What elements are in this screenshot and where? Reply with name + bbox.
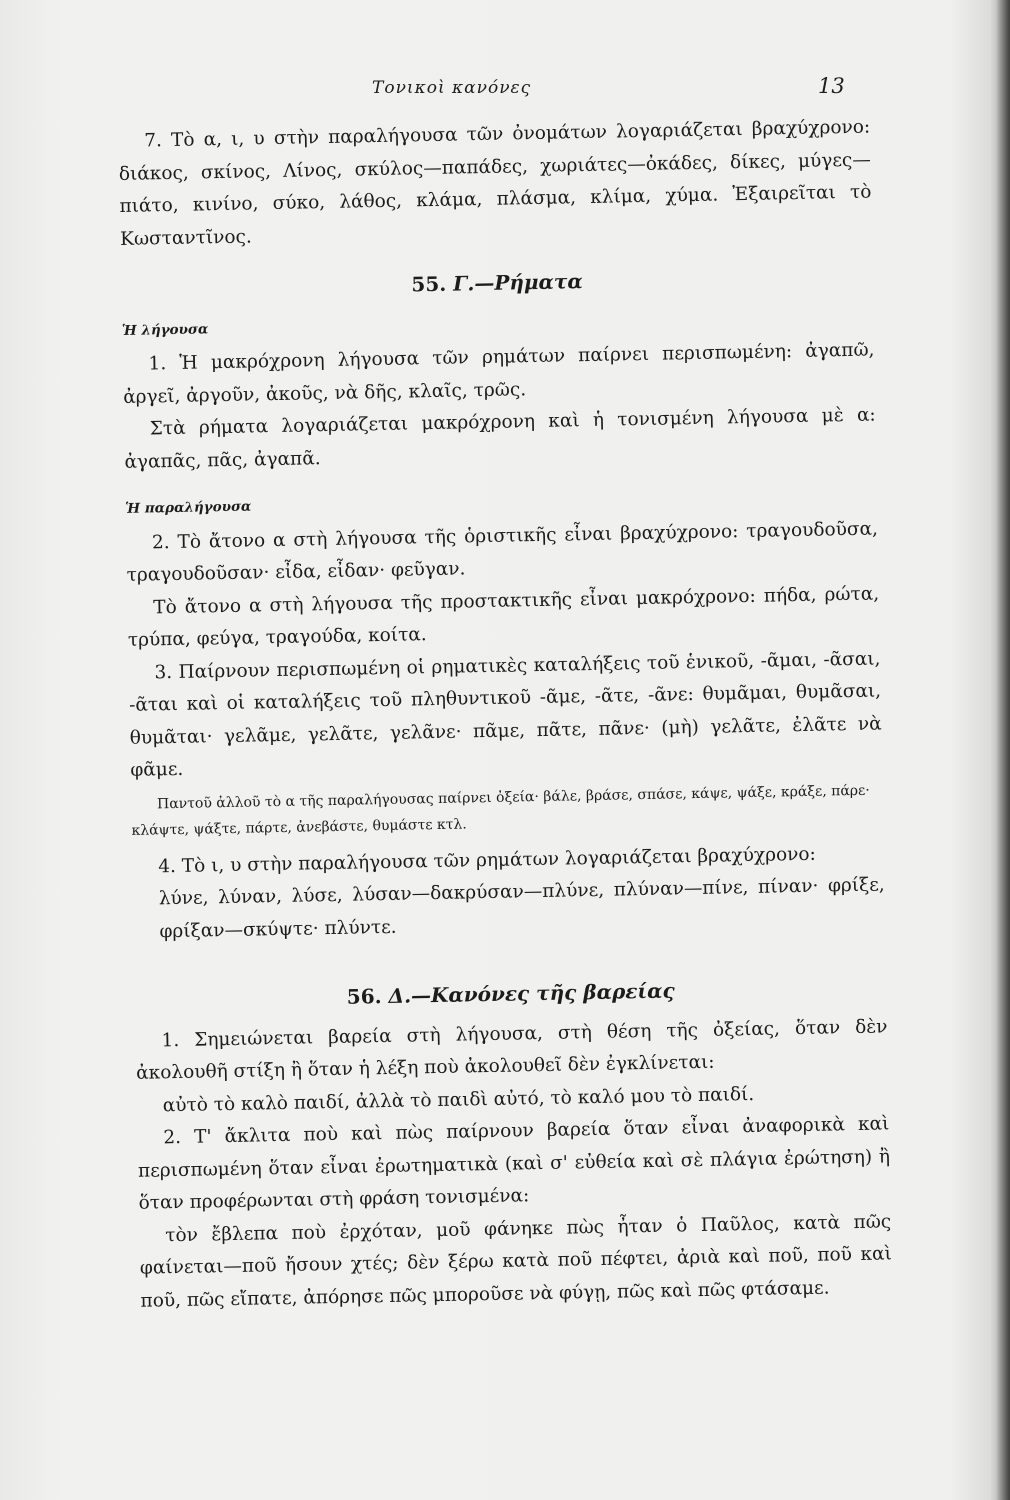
small-print-note: Παντοῦ ἀλλοῦ τὸ α τῆς παραλήγουσας παίρνει ὀξεία· βάλε, βράσε, σπάσε, κάψε, ψάξε, κράξε, πάρε· κλάψτε, ψάξτε, πάρτε, ἀνεβάστε, θυμάστε κτλ. (131, 782, 870, 839)
section-number: 55. (411, 271, 447, 297)
paragraph-56-rule-1-example: αὐτὸ τὸ καλὸ παιδί, ἀλλὰ τὸ παιδὶ αὐτό, τὸ καλό μου τὸ παιδί. (162, 1083, 755, 1116)
running-title: Τονικοὶ κανόνες (372, 78, 532, 98)
section-number: 56. (346, 984, 382, 1009)
subheading-ligousa: Ἡ λήγουσα (121, 320, 209, 339)
paragraph-56-rule-2-examples: τὸν ἔβλεπα ποὺ ἐρχόταν, μοῦ φάνηκε πὼς ἦταν ὁ Παῦλος, κατὰ πῶς φαίνεται—ποῦ ἤσουν χτές; δὲν ξέρω κατὰ ποῦ πέφτει, ἀριὰ καὶ ποῦ, ποῦ καὶ ποῦ, πῶς εἴπατε, ἀπόρησε πῶς μποροῦσε νὰ φύγῃ, πῶς καὶ πῶς φτάσαμε. (139, 1210, 892, 1312)
paragraph-55-rule-2: 2. Τὸ ἄτονο α στὴ λήγουσα τῆς ὁριστικῆς εἶναι βραχύχρονο: τραγουδοῦσα, τραγουδοῦσαν· εἶδα, εἶδαν· φεῦγαν. (126, 517, 879, 586)
section-heading-55 (121, 260, 873, 307)
page-number: 13 (818, 74, 845, 98)
subheading-paraligousa: Ἡ παραλήγουσα (125, 498, 252, 517)
paragraph-55-rule-1b: Στὰ ρήματα λογαριάζεται μακρόχρονη καὶ ἡ τονισμένη λήγουσα μὲ α: ἀγαπᾶς, πᾶς, ἀγαπᾶ. (124, 404, 876, 473)
section-title: Δ.—Κανόνες τῆς βαρείας (388, 978, 675, 1008)
paragraph-56-rule-1: 1. Σημειώνεται βαρεία στὴ λήγουσα, στὴ θέση τῆς ὀξείας, ὅταν δὲν ἀκολουθῆ στίξη ἢ ὅταν ἡ λέξη ποὺ ἀκολουθεῖ δὲν ἐγκλίνεται: (135, 1015, 888, 1084)
section-heading-56 (134, 970, 886, 1017)
paragraph-55-rule-3: 3. Παίρνουν περισπωμένη οἱ ρηματικὲς καταλήξεις τοῦ ἑνικοῦ, -ᾶμαι, -ᾶσαι, -ᾶται καὶ οἱ καταλήξεις τοῦ πληθυντικοῦ -ᾶμε, -ᾶτε, -ᾶνε: θυμᾶμαι, θυμᾶσαι, θυμᾶται· γελᾶμε, γελᾶτε, γελᾶνε· πᾶμε, πᾶτε, πᾶνε· (μὴ) γελᾶτε, ἐλᾶτε νὰ φᾶμε. (128, 647, 882, 781)
paragraph-55-rule-4: 4. Τὸ ι, υ στὴν παραλήγουσα τῶν ρημάτων λογαριάζεται βραχύχρονο: (158, 843, 816, 877)
section-title: Γ.—Ρήματα (452, 269, 583, 296)
paragraph-55-rule-2b: Τὸ ἄτονο α στὴ λήγουσα τῆς προστακτικῆς εἶναι μακρόχρονο: πήδα, ρώτα, τρύπα, φεύγα, τραγούδα, κοίτα. (127, 582, 880, 651)
paragraph-55-rule-1: 1. Ἡ μακρόχρονη λήγουσα τῶν ρημάτων παίρνει περισπωμένη: ἀγαπῶ, ἀργεῖ, ἀργοῦν, ἀκοῦς, νὰ δῆς, κλαῖς, τρῶς. (123, 339, 875, 408)
page-body (118, 112, 893, 1318)
paragraph-rule-7: 7. Τὸ α, ι, υ στὴν παραλήγουσα τῶν ὀνομάτων λογαριάζεται βραχύχρονο: διάκος, σκίνος, Λίνος, σκύλος—παπάδες, χωριάτες—ὀκάδες, δίκες, μύγες—πιάτο, κινίνο, σύκο, λάθος, κλάμα, πλάσμα, κλίμα, χύμα. Ἐξαιρεῖται τὸ Κωσταντῖνος. (118, 116, 872, 250)
page-edge-shadow (996, 0, 1010, 1500)
paragraph-56-rule-2: 2. Τ' ἄκλιτα ποὺ καὶ πὼς παίρνουν βαρεία ὅταν εἶναι ἀναφορικὰ καὶ περισπωμένη ὅταν εἶναι ἐρωτηματικὰ (καὶ σ' εὐθεία καὶ σὲ πλάγια ἐρώτηση) ἢ ὅταν προφέρωνται στὴ φράση τονισμένα: (137, 1113, 891, 1214)
paragraph-55-rule-4-examples: λύνε, λύναν, λύσε, λύσαν—δακρύσαν—πλύνε, πλύναν—πίνε, πίναν· φρίξε, φρίξαν—σκύψτε· πλύντε. (158, 874, 885, 942)
page-header (0, 74, 1010, 104)
